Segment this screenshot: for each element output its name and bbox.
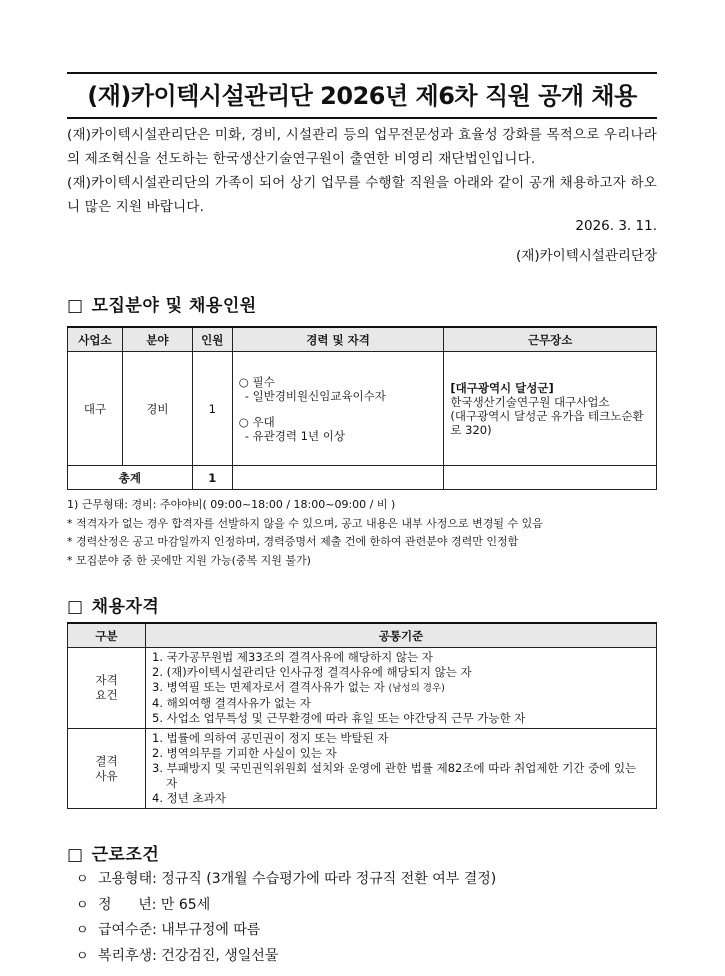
workplace-region: [대구광역시 달성군] — [450, 380, 554, 395]
office-cell: 대구 — [68, 352, 123, 466]
workplace-cell — [444, 352, 657, 466]
total-label: 총계 — [68, 466, 193, 490]
note-line: * 모집분야 중 한 곳에만 지원 가능(중복 지원 불가) — [67, 553, 311, 567]
recruitment-header-row — [68, 327, 657, 352]
intro-paragraph-1: (재)카이텍시설관리단은 미화, 경비, 시설관리 등의 업무전문성과 효율성 강화를 목적으로 우리나라의 제조혁신을 선도하는 한국생산기술연구원이 출연한 비영리 재단법인입니다. — [67, 127, 657, 167]
total-empty-2 — [444, 466, 657, 490]
circle-bullet-icon: ㅇ — [76, 897, 89, 913]
total-row — [68, 466, 657, 490]
checkbox-square-icon: □ — [67, 597, 84, 617]
qualification-item3-note: (남성의 경우) — [388, 683, 445, 694]
workplace-address: (대구광역시 달성군 유가읍 테크노순환로 320) — [450, 408, 644, 437]
intro-paragraph-2: (재)카이텍시설관리단의 가족이 되어 상기 업무를 수행할 직원을 아래와 같이 공개 채용하고자 하오니 많은 지원 바랍니다. — [67, 175, 657, 215]
qualification-category: 자격 요건 — [68, 648, 146, 729]
col-count: 인원 — [192, 327, 232, 352]
section-recruitment-title — [67, 291, 257, 316]
list-item: 3. 병역필 또는 면제자로서 결격사유가 없는 자 (남성의 경우) — [152, 680, 445, 694]
section-eligibility-title — [67, 592, 159, 617]
circle-bullet-icon: ㅇ — [76, 948, 89, 964]
eligibility-table — [67, 622, 657, 809]
issuer-name: (재)카이텍시설관리단장 — [516, 248, 657, 264]
col-common-criteria: 공통기준 — [146, 623, 657, 648]
col-qualification: 경력 및 자격 — [232, 327, 444, 352]
list-item: 1. 법률에 의하여 공민권이 정지 또는 박탈된 자 — [152, 731, 389, 745]
list-item: 4. 정년 초과자 — [152, 791, 226, 805]
section-recruitment-label: 모집분야 및 채용인원 — [91, 296, 257, 316]
checkbox-square-icon: □ — [67, 845, 84, 865]
section-conditions-label: 근로조건 — [91, 845, 160, 865]
table-row — [68, 352, 657, 466]
required-item: - 일반경비원신임교육이수자 — [244, 388, 386, 403]
circle-bullet-icon: ㅇ — [76, 872, 89, 887]
list-item: ㅇ 복리후생: 건강검진, 생일선물 — [76, 944, 496, 970]
list-item: ㅇ 급여수준: 내부규정에 따름 — [76, 918, 496, 944]
intro-text — [67, 123, 657, 219]
note-line: * 적격자가 없는 경우 합격자를 선발하지 않을 수 있으며, 공고 내용은 내부 사정으로 변경될 수 있음 — [67, 516, 543, 530]
list-item: ㅇ 정 년: 만 65세 — [76, 893, 496, 919]
list-item: 5. 사업소 업무특성 및 근무환경에 따라 휴일 또는 야간당직 근무 가능한 자 — [152, 711, 526, 725]
checkbox-square-icon: □ — [67, 296, 84, 316]
workplace-name: 한국생산기술연구원 대구사업소 — [450, 394, 610, 409]
preferred-label: ○ 우대 — [238, 414, 275, 429]
recruitment-table — [67, 326, 657, 490]
total-count: 1 — [192, 466, 232, 490]
preferred-item: - 유관경력 1년 이상 — [244, 428, 345, 443]
circle-bullet-icon: ㅇ — [76, 923, 89, 938]
total-empty-1 — [232, 466, 444, 490]
qualification-cell — [232, 352, 444, 466]
eligibility-header-row — [68, 623, 657, 648]
title-top-rule — [67, 72, 657, 74]
table-row — [68, 729, 657, 809]
recruitment-notes — [67, 496, 667, 570]
section-eligibility-label: 채용자격 — [91, 597, 160, 617]
list-item: 3. 부패방지 및 국민권익위원회 설치와 운영에 관한 법률 제82조에 따라 취업제한 기간 중에 있는 자 — [152, 761, 637, 790]
col-category: 구분 — [68, 623, 146, 648]
list-item: ㅇ 고용형태: 정규직 (3개월 수습평가에 따라 정규직 전환 여부 결정) — [76, 867, 496, 893]
field-cell: 경비 — [122, 352, 192, 466]
table-row — [68, 648, 657, 729]
section-conditions-title — [67, 840, 159, 865]
disqualification-items — [146, 729, 657, 809]
col-workplace: 근무장소 — [444, 327, 657, 352]
page-title: (재)카이텍시설관리단 2026년 제6차 직원 공개 채용 — [87, 82, 637, 110]
list-item: 1. 국가공무원법 제33조의 결격사유에 해당하지 않는 자 — [152, 650, 433, 664]
count-cell: 1 — [192, 352, 232, 466]
title-bottom-rule — [67, 117, 657, 119]
required-label: ○ 필수 — [238, 374, 275, 389]
note-line: 1) 근무형태: 경비: 주야야비( 09:00~18:00 / 18:00~09:00 / 비 ) — [67, 498, 396, 511]
col-field: 분야 — [122, 327, 192, 352]
list-item: 4. 해외여행 결격사유가 없는 자 — [152, 696, 311, 710]
list-item: 2. 병역의무를 기피한 사실이 있는 자 — [152, 746, 337, 760]
col-office: 사업소 — [68, 327, 123, 352]
qualification-items — [146, 648, 657, 729]
working-conditions-list — [76, 867, 496, 969]
announcement-date: 2026. 3. 11. — [575, 218, 657, 234]
disqualification-category: 결격 사유 — [68, 729, 146, 809]
note-line: * 경력산정은 공고 마감일까지 인정하며, 경력증명서 제출 건에 한하여 관련분야 경력만 인정함 — [67, 535, 519, 548]
list-item: 2. (재)카이텍시설관리단 인사규정 결격사유에 해당되지 않는 자 — [152, 665, 472, 679]
